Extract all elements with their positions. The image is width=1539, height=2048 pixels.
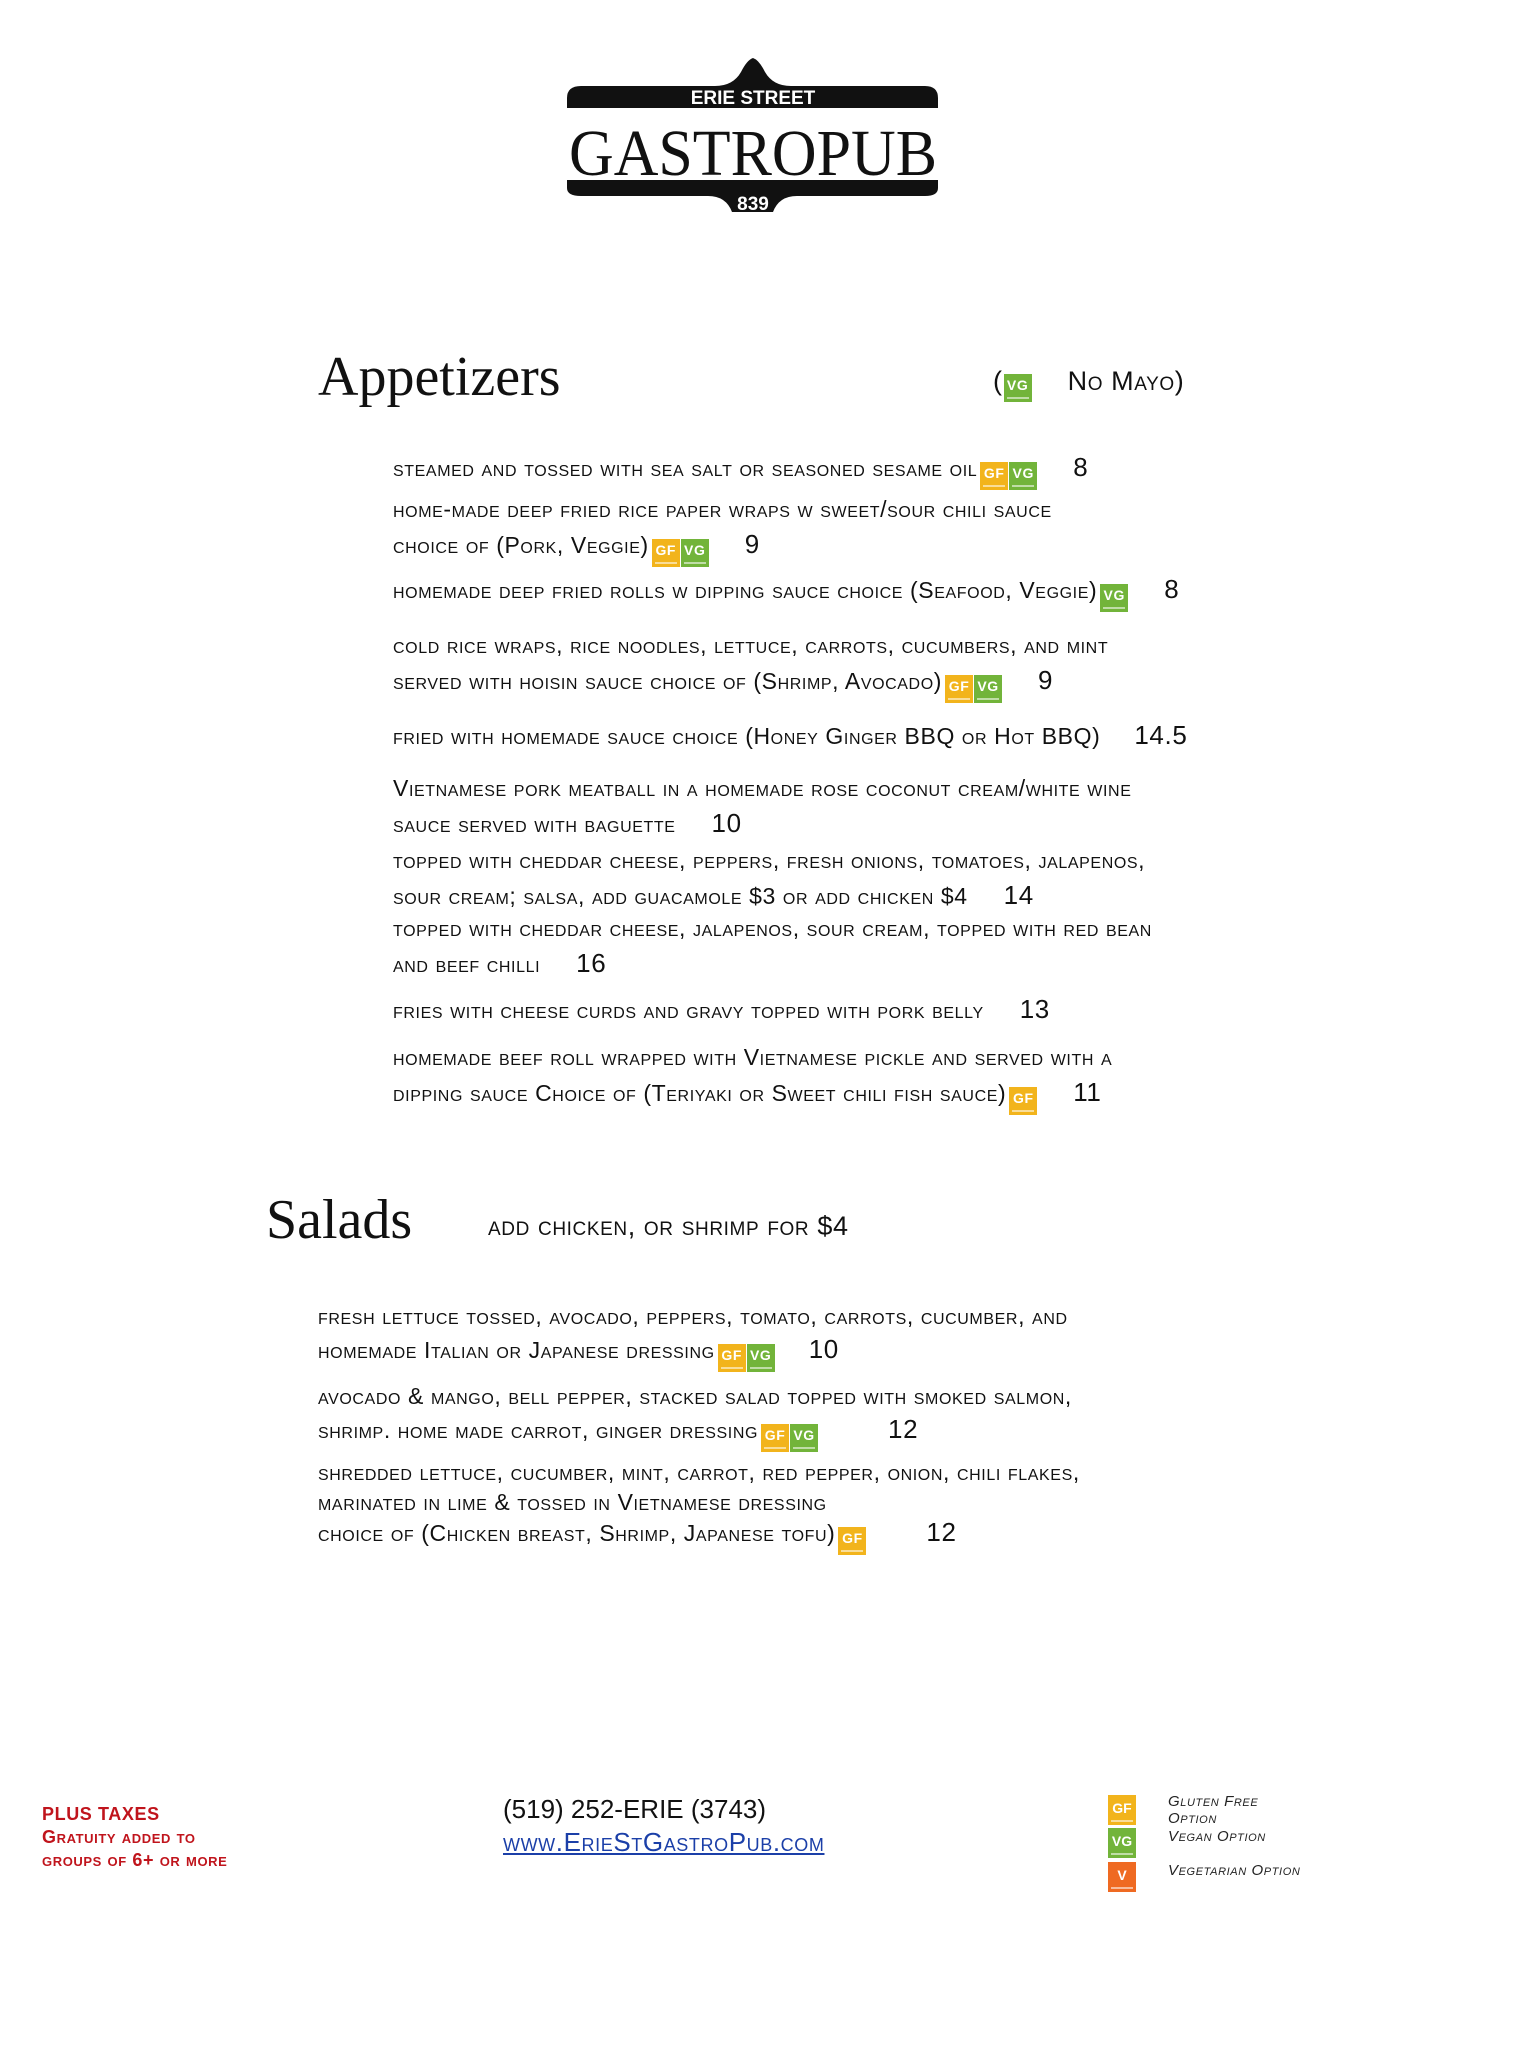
dietary-badges <box>717 1336 775 1372</box>
description-line: home-made deep fried rice paper wraps w sweet/sour chili sauce <box>393 496 1052 522</box>
gluten-free-badge-icon: GF <box>945 675 973 703</box>
dietary-badges <box>979 453 1037 490</box>
gluten-free-badge-icon: GF <box>718 1344 746 1372</box>
tax-note-line: PLUS TAXES <box>42 1804 160 1824</box>
description-line: sauce served with baguette <box>393 811 676 837</box>
description-line: served with hoisin sauce choice of (Shrimp, Avocado) <box>393 668 943 694</box>
gluten-free-badge-icon: GF <box>1009 1087 1037 1115</box>
description-line: cold rice wraps, rice noodles, lettuce, carrots, cucumbers, and mint <box>393 632 1109 658</box>
item-price: 10 <box>808 1334 839 1364</box>
dietary-badges <box>944 666 1002 703</box>
salads-note: add chicken, or shrimp for $4 <box>488 1211 849 1241</box>
item-price: 11 <box>1073 1077 1102 1107</box>
appetizers-note-text: No Mayo) <box>1067 366 1185 396</box>
description-line: fried with homemade sauce choice (Honey Ginger BBQ or Hot BBQ) <box>393 723 1101 749</box>
vegan-badge-icon: VG <box>747 1344 775 1372</box>
item-price: 8 <box>1164 574 1180 604</box>
vegan-badge-icon: VG <box>1108 1828 1136 1858</box>
item-price: 13 <box>1019 994 1050 1024</box>
item-description <box>393 450 1088 490</box>
gluten-free-badge-icon: GF <box>652 539 680 567</box>
description-line: topped with cheddar cheese, jalapenos, sour cream, topped with red bean <box>393 915 1152 941</box>
legend-label: Vegan Option <box>1168 1828 1266 1845</box>
vegan-badge-icon: VG <box>1100 584 1128 612</box>
svg-text:ERIE STREET: ERIE STREET <box>690 88 816 109</box>
description-line: homemade deep fried rolls w dipping sauce choice (Seafood, Veggie) <box>393 577 1098 603</box>
salads-title: Salads <box>266 1189 413 1251</box>
item-price: 12 <box>888 1414 919 1444</box>
vegan-badge-icon: VG <box>790 1424 818 1452</box>
legend-row-gluten-free-option <box>1108 1793 1259 1827</box>
description-line: topped with cheddar cheese, peppers, fresh onions, tomatoes, jalapenos, <box>393 847 1146 873</box>
description-line: fries with cheese curds and gravy topped with pork belly <box>393 997 984 1023</box>
item-description <box>393 1040 1112 1115</box>
description-line: shrimp. home made carrot, ginger dressing <box>318 1417 759 1443</box>
vegetarian-badge-icon: V <box>1108 1862 1136 1892</box>
item-description <box>393 572 1179 612</box>
gluten-free-badge-icon: GF <box>980 462 1008 490</box>
gluten-free-badge-icon: GF <box>761 1424 789 1452</box>
description-line: fresh lettuce tossed, avocado, peppers, tomato, carrots, cucumber, and <box>318 1303 1068 1329</box>
description-line: homemade Italian or Japanese dressing <box>318 1337 715 1363</box>
gratuity-group-line: groups of 6+ or more <box>42 1850 228 1870</box>
item-description <box>393 718 1187 754</box>
gratuity-note-line: Gratuity added to <box>42 1827 196 1847</box>
legend-row-vegan-option <box>1108 1828 1266 1858</box>
item-description <box>393 628 1108 703</box>
legend-row-vegetarian-option <box>1108 1862 1301 1892</box>
description-line: steamed and tossed with sea salt or seasoned sesame oil <box>393 455 978 481</box>
legend-label: Vegetarian Option <box>1168 1862 1301 1879</box>
item-price: 14 <box>1003 880 1034 910</box>
description-line: dipping sauce Choice of (Teriyaki or Sweet chili fish sauce) <box>393 1080 1007 1106</box>
description-line: choice of (Pork, Veggie) <box>393 532 649 558</box>
appetizers-note <box>993 366 1184 402</box>
description-line: Vietnamese pork meatball in a homemade rose coconut cream/white wine <box>393 775 1132 801</box>
svg-text:GASTROPUB: GASTROPUB <box>569 117 937 190</box>
description-line: sour cream; salsa, add guacamole $3 or add chicken $4 <box>393 883 968 909</box>
description-line: and beef chilli <box>393 951 541 977</box>
item-price: 8 <box>1073 452 1089 482</box>
description-line: shredded lettuce, cucumber, mint, carrot, red pepper, onion, chili flakes, <box>318 1459 1080 1485</box>
appetizers-note-open: ( <box>993 366 1003 396</box>
dietary-badges <box>837 1520 866 1555</box>
tax-gratuity-note <box>42 1803 227 1872</box>
item-description <box>318 1457 1080 1555</box>
vegan-badge-icon: VG <box>1009 462 1037 490</box>
dietary-badges <box>651 530 709 567</box>
item-price: 9 <box>1038 665 1054 695</box>
item-price: 14.5 <box>1134 720 1188 750</box>
item-description <box>318 1380 1072 1452</box>
item-price: 16 <box>576 948 607 978</box>
gluten-free-badge-icon: GF <box>1108 1795 1136 1825</box>
phone-number: (519) 252-ERIE (3743) <box>503 1794 767 1824</box>
item-price: 10 <box>711 808 742 838</box>
vegan-badge-icon: VG <box>681 539 709 567</box>
item-description <box>393 843 1145 914</box>
appetizers-title: Appetizers <box>318 346 561 408</box>
dietary-badges <box>760 1416 818 1452</box>
gluten-free-badge-icon: GF <box>838 1527 866 1555</box>
item-description <box>318 1300 1068 1372</box>
description-line: homemade beef roll wrapped with Vietnamese pickle and served with a <box>393 1044 1113 1070</box>
svg-text:839: 839 <box>737 194 769 215</box>
dietary-badges <box>1008 1078 1037 1115</box>
vegan-badge-icon: VG <box>1004 374 1032 402</box>
vegan-badge-icon: VG <box>974 675 1002 703</box>
item-price: 12 <box>926 1517 957 1547</box>
description-line: avocado & mango, bell pepper, stacked salad topped with smoked salmon, <box>318 1383 1072 1409</box>
item-description <box>393 911 1152 982</box>
website-link[interactable]: www.ErieStGastroPub.com <box>503 1827 825 1857</box>
contact-info <box>503 1793 824 1859</box>
description-line: choice of (Chicken breast, Shrimp, Japanese tofu) <box>318 1520 836 1546</box>
dietary-badges <box>1099 575 1128 612</box>
item-price: 9 <box>744 529 760 559</box>
legend-label: Gluten Free Option <box>1168 1793 1259 1827</box>
item-description <box>393 492 1052 567</box>
gastropub-logo <box>565 58 940 218</box>
item-description <box>393 771 1131 842</box>
description-line: marinated in lime & tossed in Vietnamese dressing <box>318 1489 827 1515</box>
item-description <box>393 992 1050 1028</box>
